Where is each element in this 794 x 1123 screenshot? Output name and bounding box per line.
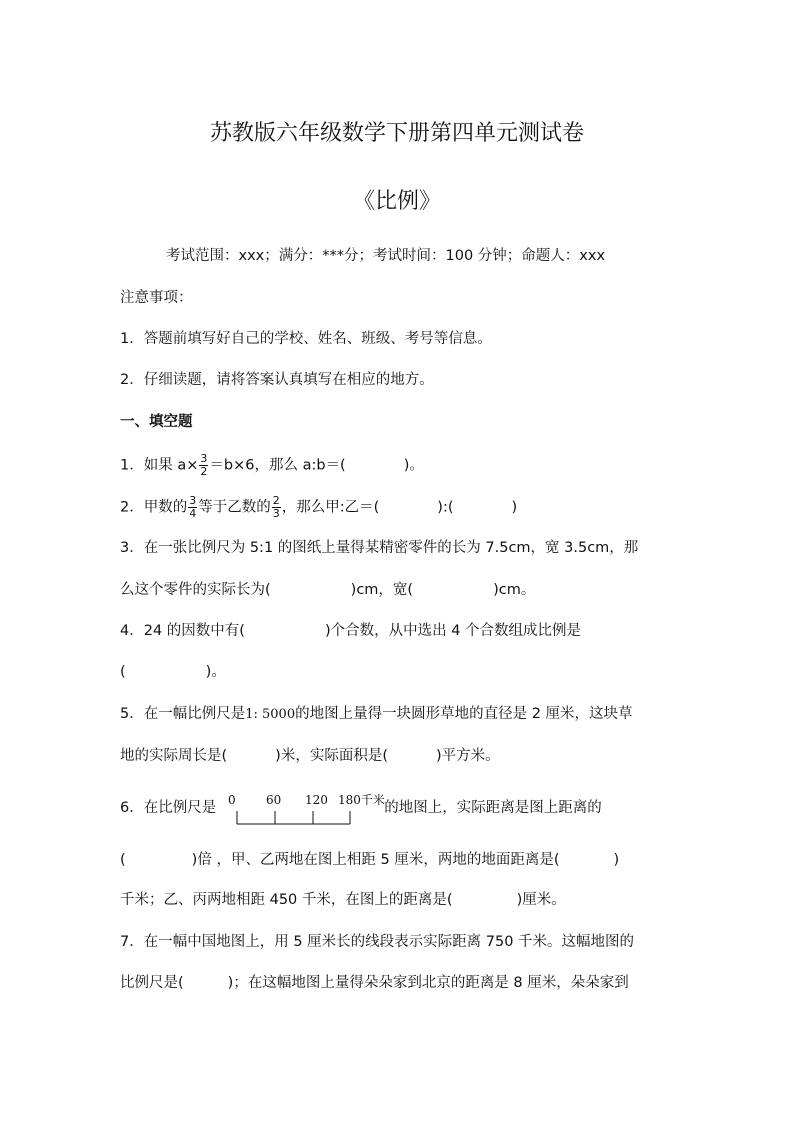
section-heading-fill-blank: 一、填空题 [120, 414, 193, 430]
scale-label-180: 180千米 [338, 793, 385, 807]
q3-text-a: 么这个零件的实际长为( [120, 582, 271, 598]
q7-text-a: 比例尺是( [120, 975, 184, 991]
question-5-line-2 [120, 746, 500, 766]
q4-text-a: 4．24 的因数中有( [120, 623, 245, 639]
q6-text-e: ) [613, 852, 620, 868]
notes-heading: 注意事项： [120, 290, 193, 306]
q2-frac2-numerator: 2 [272, 494, 280, 507]
q5-text-d: )米，实际面积是( [275, 748, 388, 764]
q2-prefix: 2．甲数的 [120, 499, 188, 516]
scale-label-120: 120 [305, 793, 328, 807]
q7-text-b: )；在这幅地图上量得朵朵家到北京的距离是 8 厘米，朵朵家到 [227, 975, 629, 991]
q6-text-c: ( [120, 852, 126, 868]
q2-suffix: ) [511, 499, 518, 516]
question-7-line-2 [120, 973, 629, 993]
question-4-line-1 [120, 621, 581, 641]
question-6-line-3 [120, 890, 566, 910]
notes-item-1: 1．答题前填写好自己的学校、姓名、班级、考号等信息。 [120, 331, 492, 347]
line-scale-bar [228, 790, 398, 830]
exam-subtitle: 《比例》 [352, 189, 441, 214]
q1-fraction [199, 453, 208, 478]
q5-text-c: 地的实际周长是( [120, 748, 228, 764]
scale-label-60: 60 [266, 793, 282, 807]
q4-text-d: )。 [205, 664, 226, 680]
q2-separator: ):( [437, 499, 454, 516]
q6-text-a: 6．在比例尺是 [120, 800, 217, 816]
notes-item-2: 2．仔细读题，请将答案认真填写在相应的地方。 [120, 372, 434, 388]
q3-text-c: )cm。 [493, 582, 536, 598]
scale-label-0: 0 [228, 793, 236, 807]
q3-text-b: )cm，宽( [350, 582, 414, 598]
question-2 [120, 495, 517, 520]
q5-text-a: 5．在一幅比例尺是 [120, 706, 246, 722]
q6-text-g: )厘米。 [516, 892, 566, 908]
q2-frac2-denominator: 3 [272, 507, 280, 520]
q1-suffix: )。 [403, 457, 424, 474]
q5-text-e: )平方米。 [436, 748, 500, 764]
q5-text-b: 的地图上量得一块圆形草地的直径是 2 厘米，这块草 [295, 706, 633, 722]
q6-text-b: 的地图上，实际距离是图上距离的 [384, 800, 602, 816]
q6-text-f: 千米；乙、丙两地相距 450 千米，在图上的距离是( [120, 892, 453, 908]
q2-frac1-numerator: 3 [189, 494, 197, 507]
q1-frac-numerator: 3 [200, 452, 208, 465]
exam-title: 苏教版六年级数学下册第四单元测试卷 [209, 121, 584, 146]
q1-prefix: 1．如果 a× [120, 457, 199, 474]
q6-text-d: )倍 ，甲、乙两地在图上相距 5 厘米，两地的地面距离是( [191, 852, 560, 868]
question-3-line-2 [120, 580, 535, 600]
q5-scale-ratio: 1: 5000 [245, 707, 296, 722]
q1-frac-denominator: 2 [200, 465, 208, 478]
q2-text: ，那么甲:乙＝( [281, 499, 380, 516]
q4-text-c: ( [120, 664, 126, 680]
q2-fraction-2 [272, 495, 281, 520]
question-5-line-1 [120, 704, 633, 725]
exam-info: 考试范围：xxx；满分：***分；考试时间：100 分钟；命题人：xxx [166, 248, 606, 264]
q2-frac1-denominator: 4 [189, 507, 197, 520]
question-1 [120, 453, 424, 478]
q2-fraction-1 [188, 495, 197, 520]
question-4-line-2 [120, 662, 226, 682]
q2-middle: 等于乙数的 [198, 499, 271, 516]
q4-text-b: )个合数，从中选出 4 个合数组成比例是 [324, 623, 582, 639]
question-7-line-1: 7．在一幅中国地图上，用 5 厘米长的线段表示实际距离 750 千米。这幅地图的 [120, 934, 635, 950]
question-6-line-2 [120, 850, 619, 870]
q1-text: ＝b×6，那么 a:b＝( [209, 457, 346, 474]
question-3-line-1: 3．在一张比例尺为 5:1 的图纸上量得某精密零件的长为 7.5cm，宽 3.5cm，那 [120, 540, 639, 556]
